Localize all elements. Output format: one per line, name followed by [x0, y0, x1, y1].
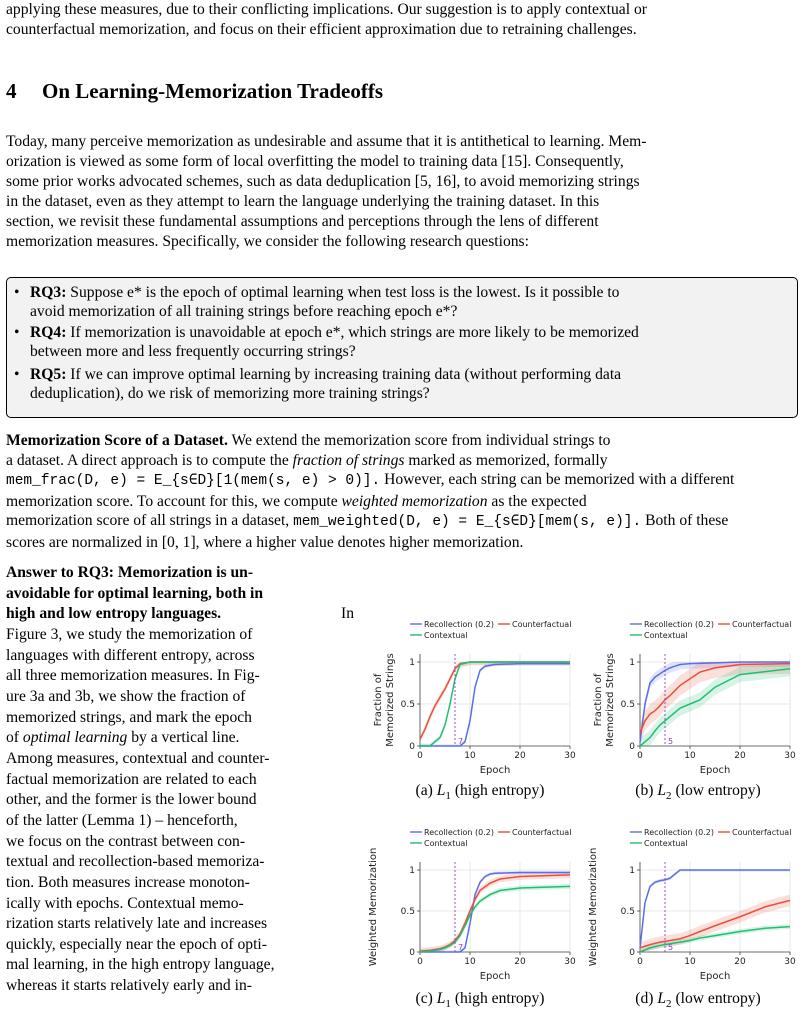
- figure-3b-caption: [598, 782, 798, 802]
- rq3-item: • RQ3: Suppose e* is the epoch of optimal learning when test loss is the lowest. Is it possible to avoid memorization of all training strings before reaching epoch e*?: [14, 283, 794, 321]
- y-tick-label: 0.5: [620, 907, 635, 917]
- text-word: In: [341, 605, 354, 623]
- caption-text: (high entropy): [454, 990, 545, 1007]
- x-tick-label: 30: [564, 751, 576, 761]
- text-word: of: [6, 729, 19, 747]
- y-tick-label: 0: [409, 948, 415, 958]
- legend-label: Counterfactual: [732, 828, 792, 837]
- x-tick-label: 20: [734, 751, 746, 761]
- series-band: [420, 884, 570, 952]
- figure-3a-caption: [380, 782, 580, 802]
- legend-label: Recollection (0.2): [424, 828, 495, 837]
- legend-label: Counterfactual: [732, 620, 792, 629]
- x-tick-label: 10: [464, 957, 476, 967]
- text-line: in the dataset, even as they attempt to learn the language underlying the training dataset. In this: [6, 193, 600, 210]
- y-tick-label: 0.5: [400, 700, 415, 710]
- x-axis-label: Epoch: [479, 971, 511, 982]
- chart-legend: [410, 620, 571, 640]
- top-paragraph: [6, 0, 802, 40]
- series-line: [420, 886, 570, 952]
- optimal-epoch-label: 5: [668, 943, 674, 952]
- text-line: all three memorization measures. In Fig-: [6, 667, 260, 685]
- text-line: quickly, especially near the epoch of opti-: [6, 935, 267, 953]
- figure-3d-caption: [598, 990, 798, 1010]
- memscore-paragraph: [6, 431, 802, 552]
- y-axis-label: Memorized Strings: [385, 653, 396, 747]
- text-line: applying these measures, due to their conflicting implications. Our suggestion is to apply contextual or: [6, 1, 647, 18]
- text-line: orization is viewed as some form of local overfitting the model to training data [15]. Consequently,: [6, 153, 624, 170]
- y-axis-label: Weighted Memorization: [368, 847, 379, 967]
- legend-label: Recollection (0.2): [644, 620, 715, 629]
- caption-sub: 1: [445, 790, 451, 803]
- legend-label: Contextual: [424, 839, 468, 848]
- x-tick-label: 20: [734, 957, 746, 967]
- text-line: as the expected: [491, 492, 587, 510]
- text-line: factual memorization are related to each: [6, 770, 257, 788]
- formula: mem_weighted(D, e) = E_{s∈D}[mem(s, e)].: [293, 514, 642, 530]
- optimal-epoch-label: 7: [458, 737, 464, 746]
- y-tick-label: 1: [409, 866, 415, 876]
- text-line: Among measures, contextual and counter-: [6, 749, 270, 767]
- caption-var: L: [657, 990, 667, 1007]
- caption-var: L: [436, 990, 446, 1007]
- y-tick-label: 1: [629, 866, 635, 876]
- legend-label: Contextual: [424, 631, 468, 640]
- x-axis-label: Epoch: [699, 765, 731, 776]
- y-axis-label: Memorized Strings: [605, 653, 616, 747]
- legend-label: Counterfactual: [512, 620, 572, 629]
- text-line: Both of these: [645, 512, 729, 529]
- x-tick-label: 10: [684, 957, 696, 967]
- series-band: [420, 872, 570, 952]
- caption-sub: 2: [666, 998, 672, 1011]
- y-tick-label: 0: [629, 742, 635, 752]
- italic-term: fraction of strings: [292, 451, 405, 469]
- series-line: [420, 872, 570, 952]
- x-tick-label: 0: [637, 751, 643, 761]
- caption-label: (c): [415, 990, 433, 1007]
- x-axis-label: Epoch: [479, 765, 511, 776]
- rq4-item: • RQ4: If memorization is unavoidable at epoch e*, which strings are more likely to be memorized between more and less frequently occurring strings?: [14, 323, 794, 361]
- optimal-epoch-label: 5: [668, 737, 674, 746]
- x-tick-label: 20: [514, 751, 526, 761]
- text-line: of the latter (Lemma 1) – henceforth,: [6, 811, 238, 829]
- text-line: section, we revisit these fundamental assumptions and perceptions through the lens of different: [6, 213, 599, 230]
- answer-heading: avoidable for optimal learning, both in: [6, 584, 264, 602]
- x-tick-label: 20: [514, 957, 526, 967]
- rq3-label: RQ3:: [30, 284, 67, 301]
- legend-label: Counterfactual: [512, 828, 572, 837]
- caption-label: (b): [635, 782, 654, 799]
- text-line: a dataset. A direct approach is to compute the: [6, 451, 289, 469]
- y-tick-label: 0.5: [400, 907, 415, 917]
- x-axis-label: Epoch: [699, 971, 731, 982]
- y-tick-label: 0: [629, 948, 635, 958]
- figure-3c-chart: [364, 826, 582, 986]
- x-tick-label: 10: [684, 751, 696, 761]
- legend-label: Recollection (0.2): [424, 620, 495, 629]
- text-line: by a vertical line.: [131, 729, 240, 747]
- rq3-text-2: avoid memorization of all training strings before reaching epoch e*?: [30, 303, 458, 320]
- x-tick-label: 0: [637, 957, 643, 967]
- y-tick-label: 0.5: [620, 700, 635, 710]
- text-line: memorized strings, and mark the epoch: [6, 708, 252, 726]
- legend-label: Recollection (0.2): [644, 828, 715, 837]
- text-line: However, each string can be memorized with a different: [384, 471, 735, 488]
- rq4-text-2: between more and less frequently occurring strings?: [30, 343, 356, 360]
- text-line: some prior works advocated schemes, such as data deduplication [5, 16], to avoid memorizing strings: [6, 173, 640, 190]
- figure-3b-chart: [584, 618, 802, 780]
- answer-heading: high and low entropy languages.: [6, 605, 222, 623]
- optimal-epoch-label: 7: [458, 943, 464, 952]
- rq5-item: • RQ5: If we can improve optimal learning by increasing training data (without performing data deduplication), do we risk of memorizing more training strings?: [14, 365, 794, 403]
- text-line: memorization measures. Specifically, we consider the following research questions:: [6, 233, 529, 250]
- x-tick-label: 30: [564, 957, 576, 967]
- legend-label: Contextual: [644, 839, 688, 848]
- section-number: 4: [6, 79, 17, 103]
- caption-sub: 1: [445, 998, 451, 1011]
- text-line: we focus on the contrast between con-: [6, 832, 246, 850]
- italic-term: weighted memorization: [341, 492, 488, 510]
- y-axis-label: Fraction of: [593, 673, 604, 727]
- rq3-text: Suppose e* is the epoch of optimal learning when test loss is the lowest. Is it possible to: [70, 284, 620, 301]
- text-line: mal learning, in the high entropy language,: [6, 956, 275, 974]
- italic-term: optimal learning: [22, 729, 128, 747]
- text-line: memorization score. To account for this, we compute: [6, 492, 338, 510]
- answer-rq3-paragraph: [6, 563, 354, 997]
- x-tick-label: 30: [784, 751, 796, 761]
- intro-paragraph: [6, 132, 802, 252]
- caption-label: (a): [415, 782, 433, 799]
- text-line: scores are normalized in [0, 1], where a higher value denotes higher memorization.: [6, 533, 524, 551]
- section-heading: [6, 79, 383, 104]
- rq4-label: RQ4:: [30, 324, 67, 341]
- legend-label: Contextual: [644, 631, 688, 640]
- text-line: counterfactual memorization, and focus on their efficient approximation due to retraining challenges.: [6, 21, 637, 38]
- formula: mem_frac(D, e) = E_{s∈D}[1(mem(s, e) > 0)].: [6, 473, 381, 489]
- x-tick-label: 10: [464, 751, 476, 761]
- x-tick-label: 30: [784, 957, 796, 967]
- rq5-label: RQ5:: [30, 366, 67, 383]
- series-line: [420, 662, 570, 739]
- x-tick-label: 0: [417, 957, 423, 967]
- caption-text: (low entropy): [675, 782, 761, 799]
- text-line: tion. Both measures increase monoton-: [6, 873, 250, 891]
- rq5-text: If we can improve optimal learning by increasing training data (without performing data: [70, 366, 622, 383]
- y-tick-label: 0: [409, 742, 415, 752]
- rq4-text: If memorization is unavoidable at epoch e*, which strings are more likely to be memorized: [70, 324, 639, 341]
- figure-3a-chart: [364, 618, 582, 780]
- y-tick-label: 1: [629, 658, 635, 668]
- y-axis-label: Fraction of: [373, 673, 384, 727]
- caption-sub: 2: [666, 790, 672, 803]
- x-tick-label: 0: [417, 751, 423, 761]
- caption-var: L: [657, 782, 667, 799]
- text-line: memorization score of all strings in a dataset,: [6, 512, 290, 529]
- figure-3c-caption: [380, 990, 580, 1010]
- text-line: Figure 3, we study the memorization of: [6, 625, 253, 643]
- text-line: textual and recollection-based memoriza-: [6, 853, 265, 871]
- memscore-heading: Memorization Score of a Dataset.: [6, 432, 228, 449]
- caption-text: (low entropy): [675, 990, 761, 1007]
- text-line: rization starts relatively late and increases: [6, 915, 268, 933]
- answer-heading: Answer to RQ3: Memorization is un-: [6, 564, 254, 581]
- text-line: whereas it starts relatively early and in-: [6, 977, 252, 995]
- text-line: ure 3a and 3b, we show the fraction of: [6, 687, 246, 705]
- section-title: On Learning-Memorization Tradeoffs: [42, 79, 384, 103]
- rq5-text-2: deduplication), do we risk of memorizing more training strings?: [30, 385, 430, 402]
- text-line: marked as memorized, formally: [408, 451, 608, 469]
- chart-legend: [630, 828, 791, 848]
- text-line: Today, many perceive memorization as undesirable and assume that it is antithetical to learning. Mem-: [6, 133, 647, 150]
- chart-legend: [410, 828, 571, 848]
- y-axis-label: Weighted Memorization: [588, 847, 599, 967]
- chart-legend: [630, 620, 791, 640]
- text-line: We extend the memorization score from individual strings to: [231, 432, 611, 449]
- caption-label: (d): [635, 990, 654, 1007]
- figure-3d-chart: [584, 826, 802, 986]
- caption-text: (high entropy): [454, 782, 545, 799]
- y-tick-label: 1: [409, 658, 415, 668]
- text-line: other, and the former is the lower bound: [6, 791, 257, 809]
- text-line: languages with different entropy, across: [6, 646, 255, 664]
- text-line: ically with epochs. Contextual memo-: [6, 894, 244, 912]
- caption-var: L: [436, 782, 446, 799]
